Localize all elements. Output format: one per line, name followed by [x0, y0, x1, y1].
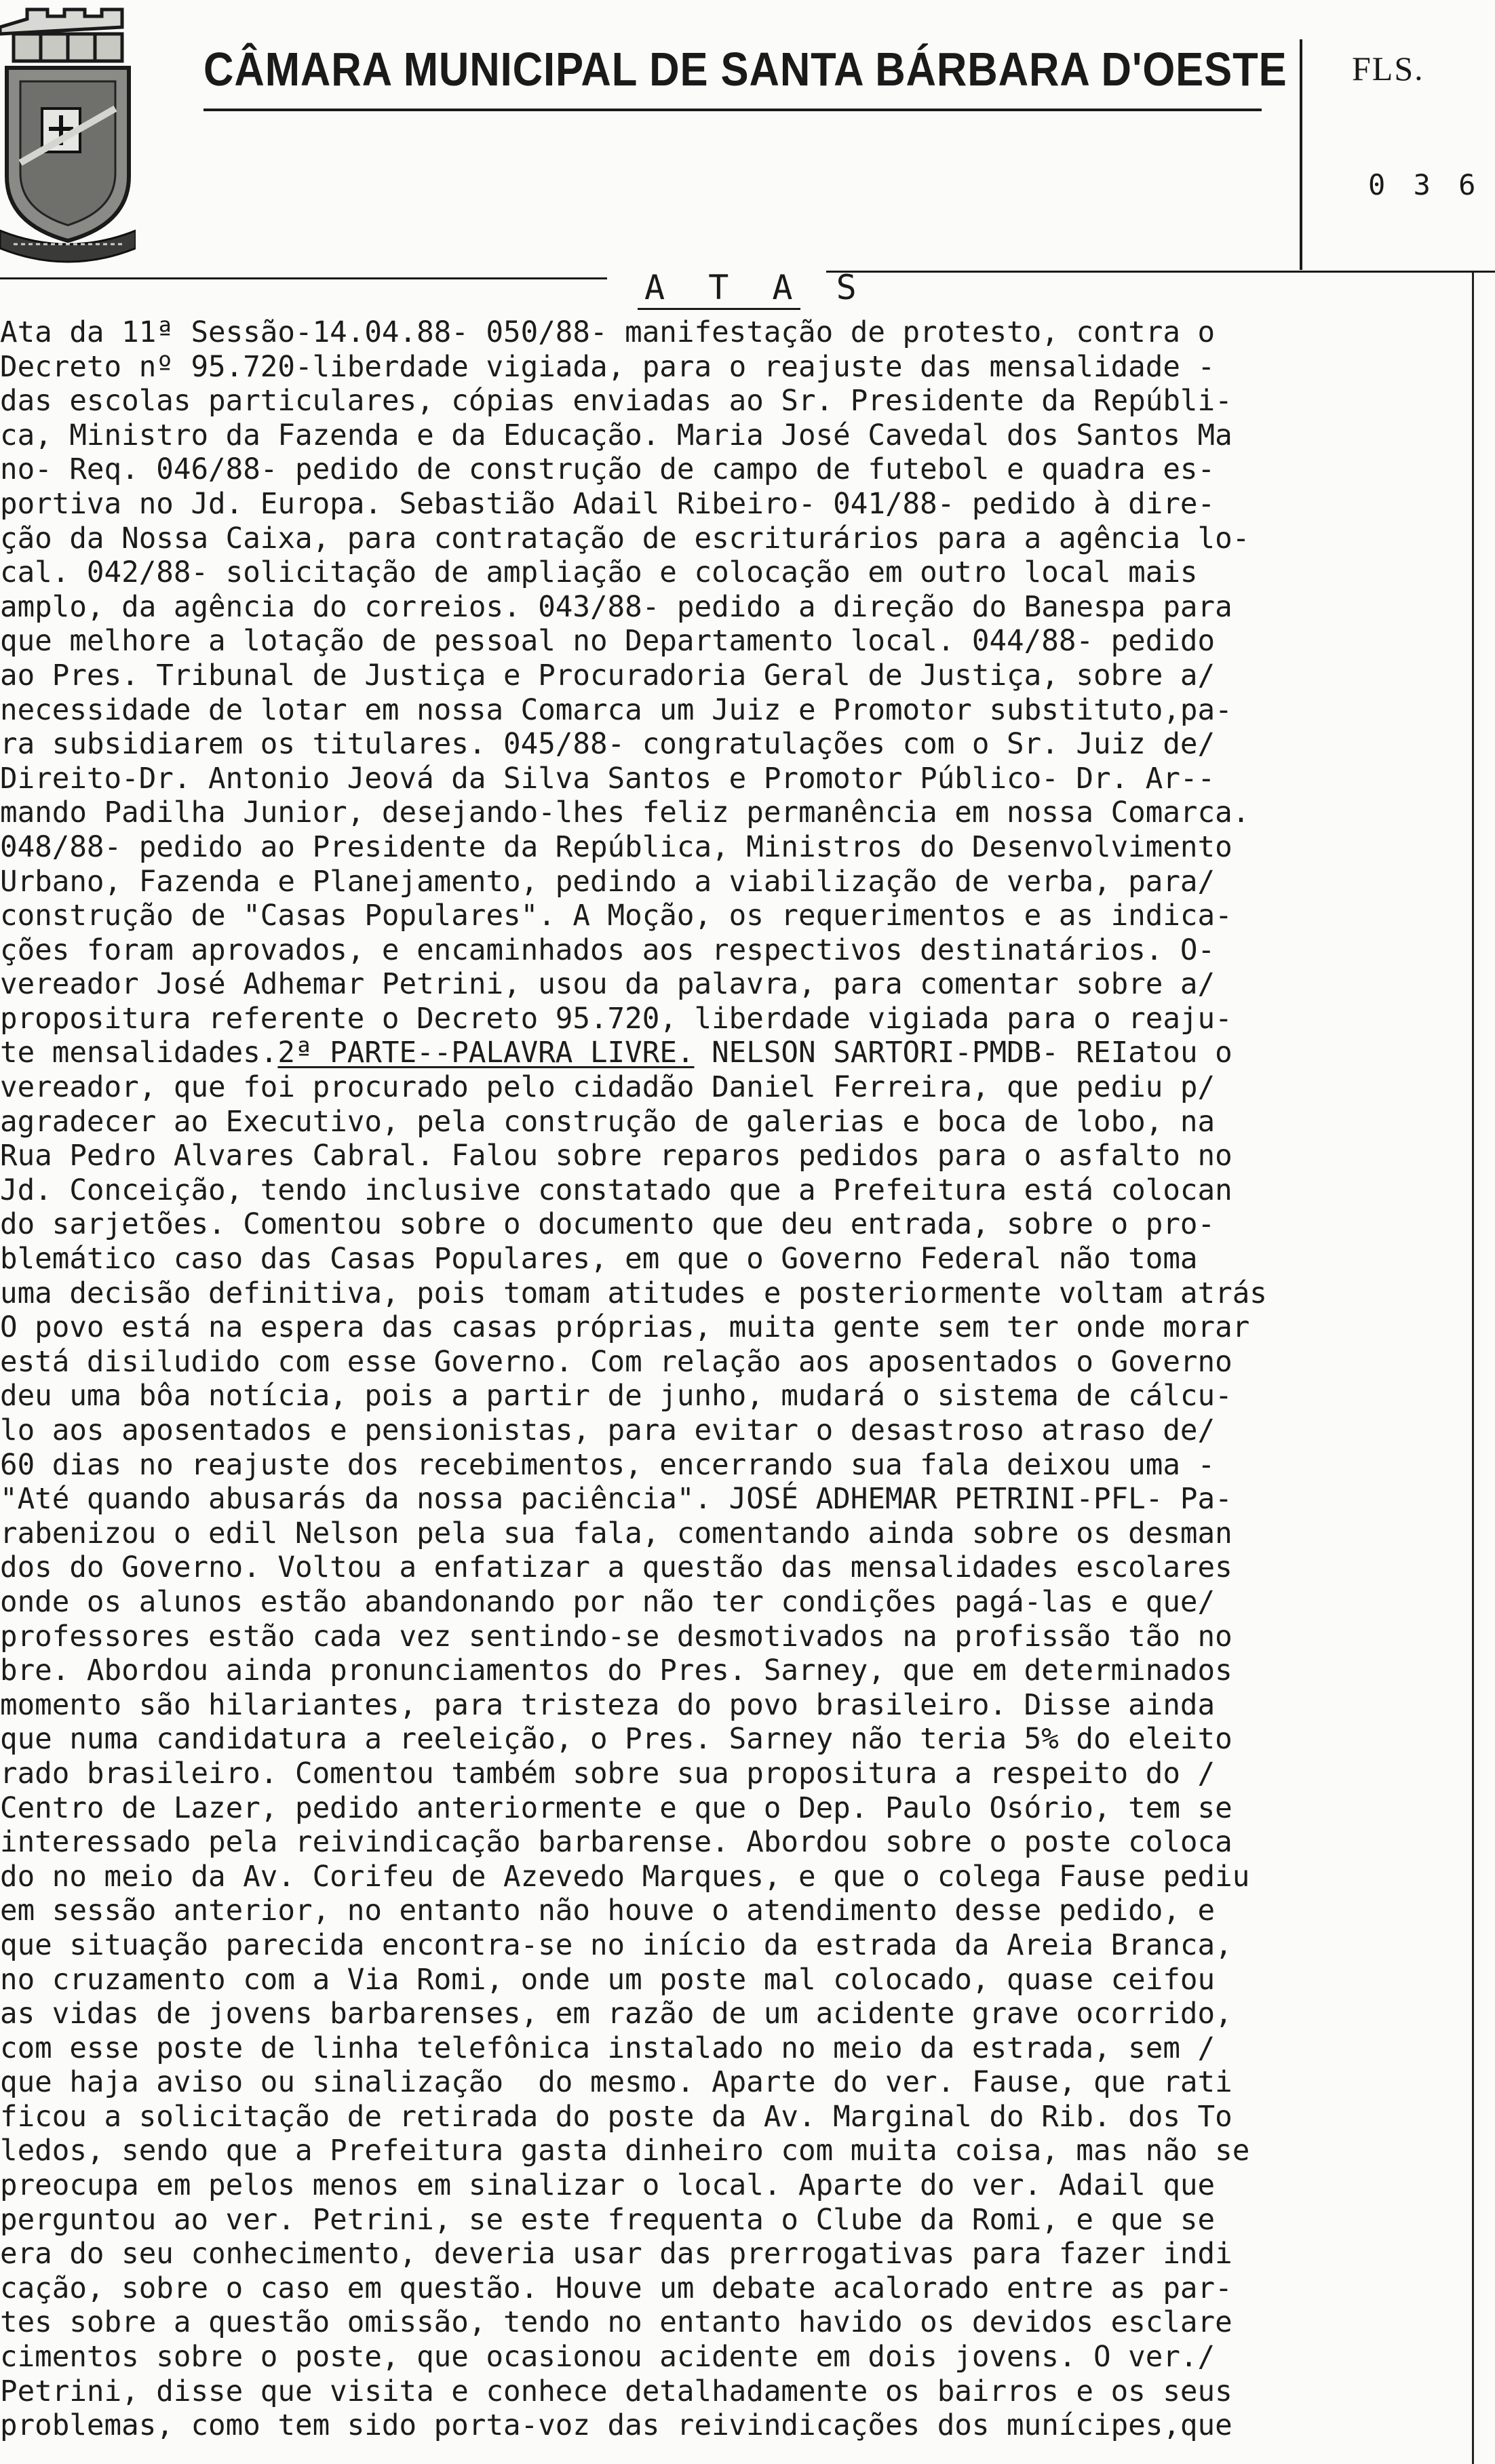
minutes-line: 048/88- pedido ao Presidente da República, Ministros do Desenvolvimento	[0, 830, 1232, 864]
minutes-line: portiva no Jd. Europa. Sebastião Adail Ribeiro- 041/88- pedido à dire-	[0, 487, 1216, 521]
minutes-line: momento são hilariantes, para tristeza do povo brasileiro. Disse ainda	[0, 1688, 1216, 1722]
folio-number: 0 3 6	[1368, 168, 1481, 201]
minutes-line: do sarjetões. Comentou sobre o documento que deu entrada, sobre o pro-	[0, 1208, 1216, 1242]
minutes-line: em sessão anterior, no entanto não houve o atendimento desse pedido, e	[0, 1894, 1216, 1928]
minutes-line: O povo está na espera das casas próprias, muita gente sem ter onde morar	[0, 1311, 1250, 1345]
minutes-text: te mensalidades.	[0, 1036, 278, 1070]
minutes-line: uma decisão definitiva, pois tomam atitudes e posteriormente voltam atrás	[0, 1276, 1267, 1310]
minutes-line: que haja aviso ou sinalização do mesmo. Aparte do ver. Fause, que rati	[0, 2066, 1232, 2100]
section-rule-right	[826, 271, 1495, 273]
minutes-line: mando Padilha Junior, desejando-lhes feliz permanência em nossa Comarca.	[0, 796, 1250, 830]
minutes-line: problemas, como tem sido porta-voz das reivindicações dos munícipes,que	[0, 2409, 1232, 2443]
minutes-line: Direito-Dr. Antonio Jeová da Silva Santos e Promotor Público- Dr. Ar--	[0, 762, 1216, 796]
minutes-line: as vidas de jovens barbarenses, em razão de um acidente grave ocorrido,	[0, 1997, 1232, 2031]
minutes-line: Decreto nº 95.720-liberdade vigiada, para o reajuste das mensalidade -	[0, 350, 1216, 384]
minutes-line: era do seu conhecimento, deveria usar das prerrogativas para fazer indi	[0, 2237, 1232, 2271]
minutes-line: que melhore a lotação de pessoal no Departamento local. 044/88- pedido	[0, 625, 1216, 659]
institution-title: CÂMARA MUNICIPAL DE SANTA BÁRBARA D'OESTE	[203, 43, 1287, 96]
minutes-line: cal. 042/88- solicitação de ampliação e colocação em outro local mais	[0, 556, 1198, 590]
minutes-line: no cruzamento com a Via Romi, onde um poste mal colocado, quase ceifou	[0, 1963, 1216, 1997]
minutes-line: ção da Nossa Caixa, para contratação de escriturários para a agência lo-	[0, 522, 1250, 555]
minutes-line: Centro de Lazer, pedido anteriormente e que o Dep. Paulo Osório, tem se	[0, 1791, 1232, 1825]
section-title: A T A S	[644, 268, 868, 307]
minutes-line: Ata da 11ª Sessão-14.04.88- 050/88- manifestação de protesto, contra o	[0, 316, 1216, 349]
minutes-line: do no meio da Av. Corifeu de Azevedo Marques, e que o colega Fause pediu	[0, 1860, 1250, 1894]
minutes-line: Rua Pedro Alvares Cabral. Falou sobre reparos pedidos para o asfalto no	[0, 1139, 1232, 1173]
minutes-line: bre. Abordou ainda pronunciamentos do Pres. Sarney, que em determinados	[0, 1654, 1232, 1688]
minutes-line: está disiludido com esse Governo. Com relação aos aposentados o Governo	[0, 1345, 1232, 1379]
minutes-line: onde os alunos estão abandonando por não ter condições pagá-las e que/	[0, 1585, 1216, 1619]
minutes-line: ra subsidiarem os titulares. 045/88- congratulações com o Sr. Juiz de/	[0, 728, 1216, 762]
minutes-line-with-heading	[0, 1036, 1495, 1071]
minutes-line: cação, sobre o caso em questão. Houve um debate acalorado entre as par-	[0, 2271, 1232, 2305]
minutes-line: perguntou ao ver. Petrini, se este frequenta o Clube da Romi, e que se	[0, 2203, 1216, 2237]
minutes-line: cimentos sobre o poste, que ocasionou acidente em dois jovens. O ver./	[0, 2341, 1216, 2374]
minutes-line: ca, Ministro da Fazenda e da Educação. Maria José Cavedal dos Santos Ma	[0, 418, 1232, 452]
part-two-heading: 2ª PARTE--PALAVRA LIVRE.	[277, 1036, 695, 1070]
minutes-line: lo aos aposentados e pensionistas, para evitar o desastroso atraso de/	[0, 1414, 1216, 1447]
minutes-line: ções foram aprovados, e encaminhados aos respectivos destinatários. O-	[0, 933, 1216, 967]
minutes-line: construção de "Casas Populares". A Moção, os requerimentos e as indica-	[0, 899, 1232, 933]
minutes-line: professores estão cada vez sentindo-se desmotivados na profissão tão no	[0, 1620, 1232, 1654]
coat-of-arms-icon	[0, 7, 136, 265]
minutes-line: blemático caso das Casas Populares, em que o Governo Federal não toma	[0, 1243, 1198, 1276]
minutes-line: das escolas particulares, cópias enviadas ao Sr. Presidente da Repúbli-	[0, 385, 1232, 418]
minutes-line: ledos, sendo que a Prefeitura gasta dinheiro com muita coisa, mas não se	[0, 2134, 1250, 2168]
minutes-line: "Até quando abusarás da nossa paciência". JOSÉ ADHEMAR PETRINI-PFL- Pa-	[0, 1483, 1232, 1517]
minutes-body	[0, 316, 1495, 2444]
minutes-line: dos do Governo. Voltou a enfatizar a questão das mensalidades escolares	[0, 1551, 1232, 1585]
minutes-line: interessado pela reivindicação barbarense. Abordou sobre o poste coloca	[0, 1826, 1232, 1860]
minutes-line: deu uma bôa notícia, pois a partir de junho, mudará o sistema de cálcu-	[0, 1380, 1232, 1413]
minutes-line: que situação parecida encontra-se no início da estrada da Areia Branca,	[0, 1928, 1232, 1962]
minutes-line: que numa candidatura a reeleição, o Pres. Sarney não teria 5% do eleito	[0, 1723, 1232, 1757]
minutes-line: rabenizou o edil Nelson pela sua fala, comentando ainda sobre os desman	[0, 1517, 1232, 1550]
section-rule-left	[0, 277, 607, 279]
title-rule	[203, 109, 1262, 111]
section-title-underline	[638, 308, 800, 310]
minutes-line: 60 dias no reajuste dos recebimentos, encerrando sua fala deixou uma -	[0, 1448, 1216, 1482]
header-divider	[1300, 39, 1302, 270]
minutes-line: rado brasileiro. Comentou também sobre sua propositura a respeito do /	[0, 1757, 1216, 1791]
fls-label: FLS.	[1352, 50, 1424, 87]
minutes-line: ao Pres. Tribunal de Justiça e Procuradoria Geral de Justiça, sobre a/	[0, 659, 1216, 692]
minutes-line: Jd. Conceição, tendo inclusive constatado que a Prefeitura está colocan	[0, 1173, 1232, 1207]
minutes-line: Petrini, disse que visita e conhece detalhadamente os bairros e os seus	[0, 2374, 1232, 2408]
minutes-line: no- Req. 046/88- pedido de construção de campo de futebol e quadra es-	[0, 453, 1216, 487]
minutes-line: necessidade de lotar em nossa Comarca um Juiz e Promotor substituto,pa-	[0, 693, 1232, 727]
minutes-line: ficou a solicitação de retirada do poste da Av. Marginal do Rib. dos To	[0, 2100, 1232, 2134]
minutes-line: agradecer ao Executivo, pela construção de galerias e boca de lobo, na	[0, 1105, 1216, 1139]
minutes-text: NELSON SARTORI-PMDB- REIatou o	[694, 1036, 1232, 1070]
minutes-line: amplo, da agência do correios. 043/88- pedido a direção do Banespa para	[0, 590, 1232, 624]
minutes-line: Urbano, Fazenda e Planejamento, pedindo a viabilização de verba, para/	[0, 865, 1216, 899]
minutes-line: preocupa em pelos menos em sinalizar o local. Aparte do ver. Adail que	[0, 2169, 1216, 2203]
minutes-line: tes sobre a questão omissão, tendo no entanto havido os devidos esclare	[0, 2306, 1232, 2340]
minutes-line: vereador, que foi procurado pelo cidadão Daniel Ferreira, que pediu p/	[0, 1071, 1216, 1105]
minutes-line: propositura referente o Decreto 95.720, liberdade vigiada para o reaju-	[0, 1002, 1232, 1036]
minutes-line: com esse poste de linha telefônica instalado no meio da estrada, sem /	[0, 2031, 1216, 2065]
minutes-line: vereador José Adhemar Petrini, usou da palavra, para comentar sobre a/	[0, 968, 1216, 1002]
